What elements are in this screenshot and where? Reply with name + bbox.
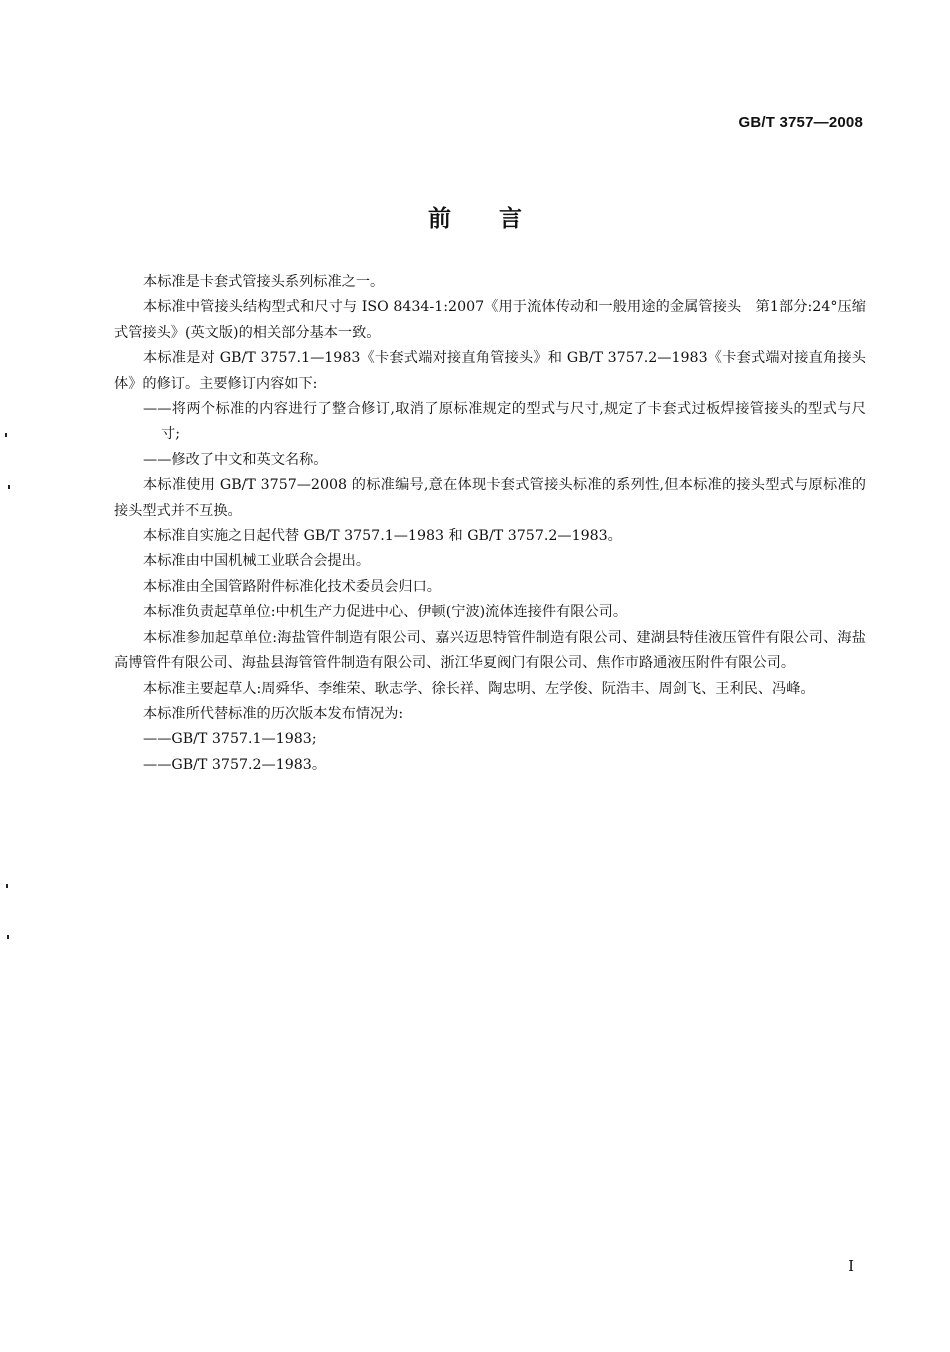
paragraph-replacement: 本标准自实施之日起代替 GB/T 3757.1—1983 和 GB/T 3757.2—1983。 (143, 528, 622, 545)
standard-number: GB/T 3757—2008 (738, 114, 863, 131)
page-title: 前言 (428, 206, 570, 232)
revision-item: ——将两个标准的内容进行了整合修订,取消了原标准规定的型式与尺寸,规定了卡套式过板焊接管接头的型式与尺寸; (143, 401, 866, 443)
foreword-body (114, 270, 866, 778)
paragraph-history-intro: 本标准所代替标准的历次版本发布情况为: (143, 705, 404, 722)
history-item: ——GB/T 3757.2—1983。 (143, 756, 327, 773)
scan-speck (8, 485, 10, 489)
scan-speck (5, 433, 7, 437)
paragraph-participating-drafters: 本标准参加起草单位:海盐管件制造有限公司、嘉兴迈思特管件制造有限公司、建湖县特佳液压管件有限公司、海盐高博管件有限公司、海盐县海管管件制造有限公司、浙江华夏阀门有限公司、焦作市路通液压附件有限公司。 (114, 629, 866, 672)
paragraph-committee: 本标准由全国管路附件标准化技术委员会归口。 (143, 578, 441, 595)
paragraph-numbering: 本标准使用 GB/T 3757—2008 的标准编号,意在体现卡套式管接头标准的系列性,但本标准的接头型式与原标准的接头型式并不互换。 (114, 477, 866, 519)
scan-speck (6, 884, 8, 888)
paragraph-lead-drafters: 本标准负责起草单位:中机生产力促进中心、伊顿(宁波)流体连接件有限公司。 (143, 604, 628, 621)
paragraph-iso-equivalence: 本标准中管接头结构型式和尺寸与 ISO 8434-1:2007《用于流体传动和一般用途的金属管接头 第1部分:24°压缩式管接头》(英文版)的相关部分基本一致。 (114, 299, 866, 341)
history-item: ——GB/T 3757.1—1983; (143, 731, 317, 748)
paragraph-proposer: 本标准由中国机械工业联合会提出。 (143, 553, 371, 570)
paragraph-revision-intro: 本标准是对 GB/T 3757.1—1983《卡套式端对接直角管接头》和 GB/T 3757.2—1983《卡套式端对接直角接头体》的修订。主要修订内容如下: (114, 350, 866, 392)
revision-item: ——修改了中文和英文名称。 (143, 451, 328, 468)
paragraph-series: 本标准是卡套式管接头系列标准之一。 (143, 274, 385, 290)
page-number: I (848, 1257, 854, 1275)
paragraph-main-authors: 本标准主要起草人:周舜华、李维荣、耿志学、徐长祥、陶忠明、左学俊、阮浩丰、周剑飞、王利民、冯峰。 (143, 680, 815, 697)
scan-speck (7, 935, 9, 939)
